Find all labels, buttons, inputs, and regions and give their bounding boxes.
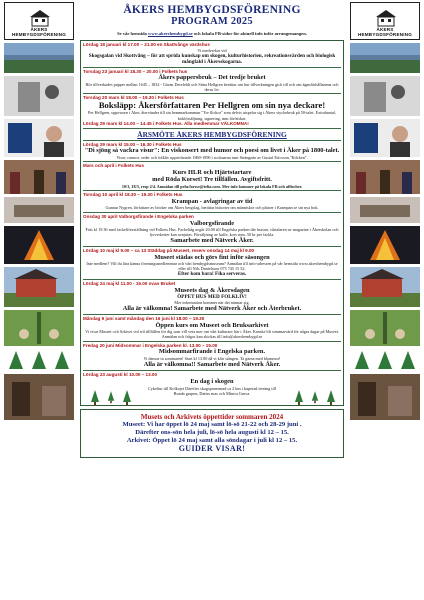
photo-museum-building xyxy=(350,267,420,307)
website-link[interactable]: www.akershembygd.se xyxy=(148,31,193,36)
event-title: Valborgsfirande xyxy=(189,219,235,227)
opening-hours-line: Därefter ons-sön hela juli, lö-sö hela augusti kl 12 – 15. xyxy=(135,428,289,436)
opening-hours-title: Musets och Arkivets öppettider sommaren 2024 xyxy=(140,412,284,421)
opening-hours-box xyxy=(80,409,344,458)
event-date: Onsdag 30 april Valborgsfirande i Engelska parken xyxy=(83,213,194,219)
event-description: Visor, ramsor, seder och folkliv upptecknade 1860-1890 i socknarna runt Strängnäs av Gustaf Ericsson,"Kilcken". xyxy=(116,154,308,160)
logo-right xyxy=(350,2,420,40)
event-skogsgalan xyxy=(83,41,341,68)
photo-midsummer xyxy=(350,310,420,346)
trees-decoration xyxy=(83,377,341,403)
event-viskonsert xyxy=(83,141,341,163)
event-title: Vi medverkar vid xyxy=(197,47,227,53)
right-photo-column xyxy=(346,0,424,600)
event-subtitle: Samarbete med Nätverk Åker. xyxy=(170,237,254,245)
photo-forest-trees xyxy=(4,349,74,371)
event-description: Vi dansar in sommaren! Start kl 13.00 då vi klär stången. Ta gärna med blommor! xyxy=(143,355,281,361)
skogen-text xyxy=(143,378,281,396)
logo xyxy=(4,2,74,40)
photo-valborg-bonfire xyxy=(4,226,74,264)
logo-text: ÅKERS HEMBYGDSFÖRENING xyxy=(12,27,66,37)
intro-pre: Se vår hemsida xyxy=(117,31,149,36)
tree-icon xyxy=(312,392,318,402)
event-subtitle: Efter kom bara! Fika serveras. xyxy=(177,271,247,278)
events-list xyxy=(80,40,344,406)
event-title: Öppen kurs om Museet och Bruksarkivet xyxy=(155,321,269,329)
house-logo-icon xyxy=(28,9,52,27)
event-date: Lördag 23 augusti kl 10.00 – 13.00 xyxy=(83,371,158,377)
event-date: Lördag 18 januari kl 17.00 – 21.00 en Skattvångs värdshus xyxy=(83,42,210,47)
photo-museum-interior xyxy=(4,374,74,420)
event-title: Krampan - avlagringar av tid xyxy=(171,197,253,205)
tree-icon xyxy=(108,392,114,402)
photo-midsummer xyxy=(4,310,74,346)
house-logo-icon xyxy=(374,9,398,27)
event-description: Gunnar Nygren, författare av böcker om Åkers bergslag, berättar historier om människor och platser i Krampan se sin nya bok. xyxy=(105,205,319,211)
event-date: Lördag 10 maj kl 9.00 – ca 13 Städdag på Museet, reserv onsdag 14 maj kl 9.00 xyxy=(83,248,255,254)
program-column xyxy=(80,0,344,600)
photo-author-book xyxy=(350,119,420,157)
annual-meeting-header: ÅRSMÖTE ÅKERS HEMBYGDSFÖRENING xyxy=(83,129,341,141)
guides-note: GUIDER VISAR! xyxy=(178,444,246,454)
event-title: Kurs HLR och Hjärtstartare xyxy=(172,168,252,176)
photo-lake-landscape xyxy=(4,43,74,73)
event-extra-date: Lördag 29 mars kl 14.00 – 14.45 i Folkets Hus. Alla medlemmar VÄLKOMNA! xyxy=(83,120,249,126)
event-description: Inte medlem? Vill du lära känna föreningsmedlemmar och vårt hembygdsmuseum? Anmälan till info-adressen på vår hemsida www.akershembygd.se eller till Nils Danielsson 073 745 15 52. xyxy=(86,261,338,272)
event-date: Lördag 29 mars kl 15.00 – 16.30 i Folkets Hus xyxy=(83,141,182,147)
event-staddag xyxy=(83,247,341,280)
page-subtitle: PROGRAM 2025 xyxy=(171,16,253,27)
event-subtitle: ÖPPET HUS MED FOLKLIV! xyxy=(177,293,247,300)
photo-museum-building xyxy=(4,267,74,307)
event-description: Mer information kommer när det närmar sig. xyxy=(174,300,250,306)
photo-concert-singers xyxy=(4,160,74,194)
event-title: Åkers pappersbruk – Det tredje bruket xyxy=(158,74,266,82)
event-description: Hör tillverkades papper mellan 1645 – 1832 - Göran Derefeldt och Stina Hellgren berättar om hur tillverkningen gick till och om äganförhållanena och deras liv. xyxy=(85,81,339,92)
event-hlr-kurs xyxy=(83,162,341,191)
event-date: Torsdag 20 mars kl 18.00 – 19.30 i Folkets Hus xyxy=(83,95,184,101)
event-date: Måndag 9 juni samt måndag den 16 juni kl 18.00 – 19.30 xyxy=(83,316,205,322)
event-skogen xyxy=(83,371,341,405)
logo-text-right: ÅKERS HEMBYGDSFÖRENING xyxy=(358,27,412,37)
event-date: Torsdag 23 januari kl 18.30 – 20.00 i Folkets hus xyxy=(83,68,188,74)
left-photo-column xyxy=(0,0,78,600)
event-museets-dag xyxy=(83,280,341,315)
photo-lake-landscape xyxy=(350,43,420,73)
event-pappersbruk xyxy=(83,68,341,95)
event-title: Museets dag & Åkersdagen xyxy=(174,286,250,294)
event-title: Museet städas och görs fint inför säsongen xyxy=(154,253,270,261)
opening-hours-line: Arkivet: Öppet lö 24 maj samt alla söndagar i juli kl 12 – 15. xyxy=(126,436,298,444)
opening-hours-line: Museet: Vi har öppet lö 24 maj samt lö-sö 21-22 och 28-29 juni . xyxy=(122,420,302,428)
photo-concert-singers xyxy=(350,160,420,194)
intro-text xyxy=(80,31,344,37)
event-title: Midsommarfirande i Engelska parken. xyxy=(158,348,266,356)
event-krampan xyxy=(83,191,341,213)
event-title: "Di sjöng så vackra visur": En viskonsert med humor och poesi om livet i Åker på 1800-talet. xyxy=(84,147,340,155)
photo-paper-mill xyxy=(350,76,420,116)
intro-post: och lokala FB-sidor för aktuell info inför arrangemangen. xyxy=(192,31,307,36)
photo-paper-mill xyxy=(4,76,74,116)
photo-museum-interior xyxy=(350,374,420,420)
event-date: Fredag 20 juni Midsommar i Engelska parken kl. 13.00 – 15.00 xyxy=(83,342,218,348)
tree-icon xyxy=(327,390,335,402)
event-date: Torsdag 10 april kl 18.30 – 19.30 i Folkets Hus xyxy=(83,192,183,198)
event-bokslapp xyxy=(83,94,341,128)
tree-icon xyxy=(91,390,99,402)
event-midsommar xyxy=(83,342,341,371)
event-description: Cykeltur till Kolkojet Därefter skogspromenad ca 2 km i kuperad terräng till Runda grupen, Dattes mas och Mästra Gruva. xyxy=(147,385,277,396)
photo-valborg-bonfire xyxy=(350,226,420,264)
tree-icon xyxy=(295,390,303,402)
event-date: Mars och april i Folkets Hus xyxy=(83,163,145,169)
tree-icon xyxy=(123,390,131,402)
event-title: En dag i skogen xyxy=(190,378,234,386)
event-title: Boksläpp: Åkersförfattaren Per Hellgren om sin nya deckare! xyxy=(98,99,326,110)
event-description: Per Hellgren, uppvuxen i Åker, återvänder till sin hemmarkommun "Tre flickor" som delvis utspelar sig i Åkers styckebruk på 50-talet. Extrahantal, bokförsäljning, signering, mm förfriskar. xyxy=(87,110,336,121)
event-tail: Alla är välkomna!! Samarbete med Nätverk Åker. xyxy=(143,360,281,368)
event-description: Vi visar Museet och Arkivet vid två tillfällen för dig som vill veta mer om vårt kulturarv här i Åker. Kanske bli sommarvärd för några dagar på Museet. Anmälan och frågor kan skickas till info@akershembygd.se xyxy=(85,329,339,340)
event-oppen-kurs xyxy=(83,315,341,342)
event-description: Fräs kl 19.30 med fackelföreställning vid Folkets Hus. Fackeltåg avgår 20.00 till Engelska parken där brasan, vårtalaren av magazine i Åkerskolan och fyrverkerier kan avnjutas. Försäljning av kaffe, korv mm. 50 kr per fackla. xyxy=(85,226,339,238)
event-subtitle: Skogsgalan vid Skottvång – för att sprida kunskap om skogen, kulturhistorien, rekreationsvärden och biologisk mångfald i Åkersskogarna. xyxy=(88,52,336,65)
event-subtitle: med Röda Korset! Tre tillfällen. Avgiftsfritt. xyxy=(152,176,272,184)
photo-author-book xyxy=(4,119,74,157)
photo-first-aid xyxy=(4,197,74,223)
photo-forest-trees xyxy=(350,349,420,371)
event-description: 10/3, 18/3, resp 2/4. Anmälan till pehr.forsse@telia.com. Mer info kommer på lokala FB och affischer. xyxy=(121,183,303,189)
page-title: ÅKERS HEMBYGDSFÖRENING xyxy=(123,3,301,16)
event-tail: Alla är välkomna! Samarbete med Nätverk Åker och Återbruket. xyxy=(122,305,302,313)
photo-first-aid xyxy=(350,197,420,223)
event-date: Lördag 24 maj kl 11.00 - 15.00 ovan Bruket xyxy=(83,280,176,286)
event-valborg xyxy=(83,213,341,247)
